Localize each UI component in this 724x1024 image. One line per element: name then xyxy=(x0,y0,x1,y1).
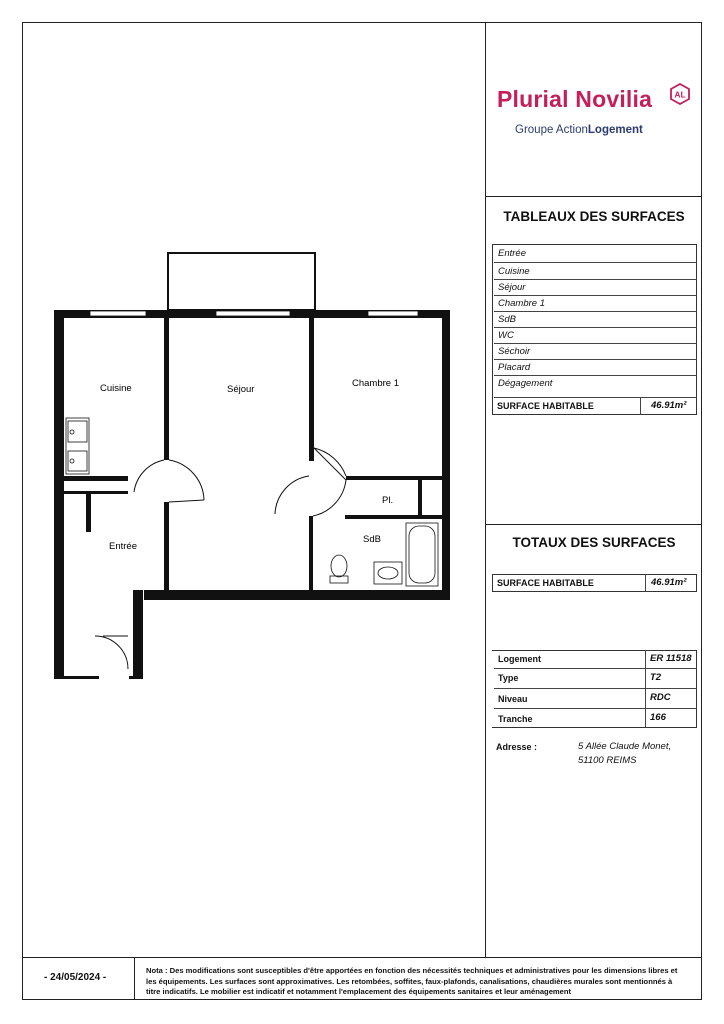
room-row-label: Placard xyxy=(498,362,531,373)
svg-text:AL: AL xyxy=(674,89,686,100)
totals-label: SURFACE HABITABLE xyxy=(497,578,594,588)
brand-name: Plurial Novilia xyxy=(497,86,653,112)
totals-value: 46.91m² xyxy=(651,577,687,588)
divider-totals xyxy=(485,524,702,525)
floor-plan xyxy=(50,248,455,683)
table-row-line xyxy=(494,279,697,280)
surfaces-table-title: TABLEAUX DES SURFACES xyxy=(503,209,685,224)
table-row-line xyxy=(494,262,697,263)
room-label-sdb: SdB xyxy=(363,534,381,545)
table-row-line xyxy=(494,311,697,312)
info-row-line xyxy=(494,688,697,689)
logement-label: Logement xyxy=(498,654,542,664)
divider-logo xyxy=(485,196,702,197)
logement-value: ER 11518 xyxy=(650,653,692,664)
address-line1: 5 Allée Claude Monet, xyxy=(578,741,672,752)
brand-group: Groupe ActionLogement xyxy=(515,124,643,136)
niveau-label: Niveau xyxy=(498,694,528,704)
table-row-line xyxy=(494,343,697,344)
room-row-label: Entrée xyxy=(498,248,526,259)
type-value: T2 xyxy=(650,672,662,683)
room-row-label: Chambre 1 xyxy=(498,298,545,309)
room-row-label: Cuisine xyxy=(498,266,530,277)
room-label-cuisine: Cuisine xyxy=(100,383,132,394)
table-col-line xyxy=(640,397,641,415)
table-row-line xyxy=(494,295,697,296)
surface-habitable-label: SURFACE HABITABLE xyxy=(497,401,594,411)
info-row-line xyxy=(494,668,697,669)
table-row-line xyxy=(494,359,697,360)
room-row-label: Séjour xyxy=(498,282,526,293)
room-row-label: Dégagement xyxy=(498,378,553,389)
niveau-value: RDC xyxy=(650,692,671,703)
room-row-label: WC xyxy=(498,330,514,341)
surface-habitable-value: 46.91m² xyxy=(651,400,687,411)
room-label-chambre: Chambre 1 xyxy=(352,378,399,389)
address-label: Adresse : xyxy=(496,742,538,752)
column-divider xyxy=(485,22,486,957)
divider-footer xyxy=(22,957,702,958)
tranche-label: Tranche xyxy=(498,714,533,724)
brand-logo xyxy=(497,86,653,136)
table-row-line xyxy=(494,327,697,328)
al-badge-icon xyxy=(669,83,691,105)
tranche-value: 166 xyxy=(650,712,666,723)
room-label-sejour: Séjour xyxy=(227,384,255,395)
totals-title: TOTAUX DES SURFACES xyxy=(512,535,676,550)
info-row-line xyxy=(494,708,697,709)
type-label: Type xyxy=(498,673,519,683)
footer-divider xyxy=(134,957,135,1000)
footer-note: Nota : Des modifications sont susceptibles d'être apportées en fonction des nécessités techniques et administratives pour les dimensions libres et les équipements. Les surfaces sont approximatives. Les retombées, soffites, faux-plafonds, canalisations, chaudières murales sont mentionnés à titre indicatifs. Le mobilier est indicatif et notamment l'emplacement des équipements sanitaires et leur aménagement xyxy=(146,966,678,997)
room-label-entree: Entrée xyxy=(109,541,137,552)
room-row-label: Séchoir xyxy=(498,346,531,357)
room-row-label: SdB xyxy=(498,314,516,325)
address-line2: 51100 REIMS xyxy=(578,755,637,766)
totals-col-line xyxy=(645,574,646,592)
table-row-line xyxy=(494,375,697,376)
table-row-line xyxy=(494,397,697,398)
room-label-placard: Pl. xyxy=(382,495,394,506)
footer-date: - 24/05/2024 - xyxy=(44,972,107,983)
